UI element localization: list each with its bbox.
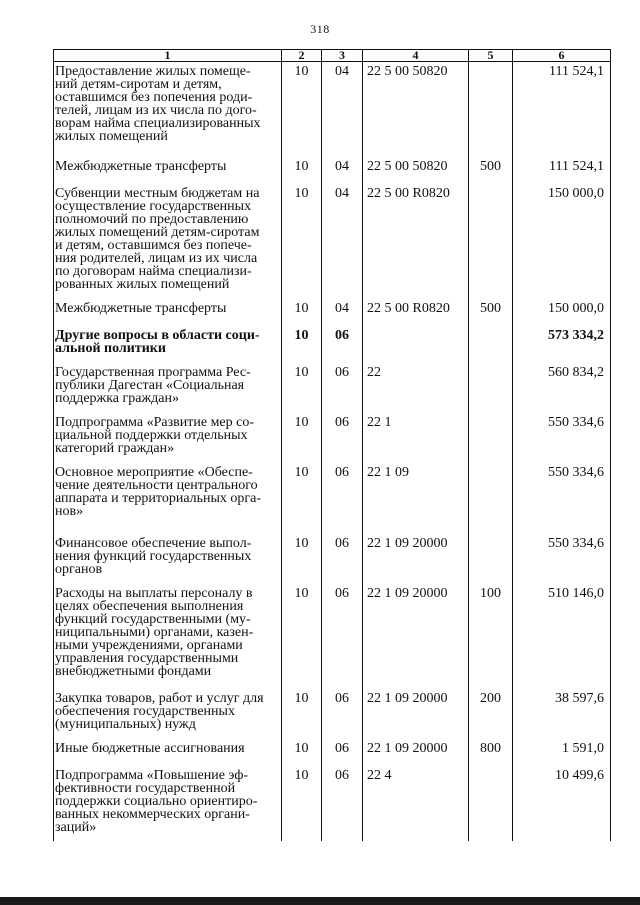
- row-subsection-cell: 06: [322, 766, 363, 841]
- row-amount-cell: 150 000,0: [513, 299, 611, 326]
- row-subsection-cell: 06: [322, 584, 363, 689]
- row-section-cell: 10: [282, 363, 322, 413]
- row-expense-type-cell: 800: [469, 739, 513, 766]
- row-section-cell: 10: [282, 413, 322, 463]
- row-name-cell: Основное мероприятие «Обеспе- чение деятельности центрального аппарата и территориальных орга- нов»: [54, 463, 282, 534]
- row-section-cell: 10: [282, 463, 322, 534]
- row-name-cell: Подпрограмма «Повышение эф- фективности государственной поддержки социально ориентиро- ванных некоммерческих органи- заций»: [54, 766, 282, 841]
- row-section-cell: 10: [282, 184, 322, 299]
- table-row: [54, 363, 611, 413]
- row-expense-type-cell: [469, 363, 513, 413]
- row-section-cell: 10: [282, 534, 322, 584]
- row-subsection-cell: 06: [322, 463, 363, 534]
- row-target-code-cell: 22 1 09: [363, 463, 469, 534]
- table-row: [54, 584, 611, 689]
- row-amount-cell: 38 597,6: [513, 689, 611, 739]
- row-name-cell: Подпрограмма «Развитие мер со- циальной поддержки отдельных категорий граждан»: [54, 413, 282, 463]
- row-name-cell: Закупка товаров, работ и услуг для обеспечения государственных (муниципальных) нужд: [54, 689, 282, 739]
- row-amount-cell: 111 524,1: [513, 157, 611, 184]
- scan-bottom-edge: [0, 897, 640, 905]
- row-subsection-cell: 06: [322, 363, 363, 413]
- table-row: [54, 299, 611, 326]
- row-target-code-cell: 22 4: [363, 766, 469, 841]
- header-col-6: 6: [513, 50, 611, 62]
- page-number: 318: [310, 22, 330, 36]
- row-subsection-cell: 04: [322, 299, 363, 326]
- row-amount-cell: 550 334,6: [513, 463, 611, 534]
- row-name-cell: Межбюджетные трансферты: [54, 299, 282, 326]
- header-col-3: 3: [322, 50, 363, 62]
- row-amount-cell: 510 146,0: [513, 584, 611, 689]
- row-expense-type-cell: [469, 62, 513, 157]
- row-section-cell: 10: [282, 766, 322, 841]
- row-amount-cell: 10 499,6: [513, 766, 611, 841]
- row-expense-type-cell: 100: [469, 584, 513, 689]
- row-section-cell: 10: [282, 584, 322, 689]
- row-section-cell: 10: [282, 157, 322, 184]
- header-col-5: 5: [469, 50, 513, 62]
- row-name-cell: Финансовое обеспечение выпол- нения функций государственных органов: [54, 534, 282, 584]
- row-target-code-cell: 22: [363, 363, 469, 413]
- row-subsection-cell: 06: [322, 534, 363, 584]
- row-name-cell: Иные бюджетные ассигнования: [54, 739, 282, 766]
- table-row: [54, 766, 611, 841]
- row-target-code-cell: 22 5 00 50820: [363, 157, 469, 184]
- row-target-code-cell: 22 5 00 50820: [363, 62, 469, 157]
- row-section-cell: 10: [282, 739, 322, 766]
- row-expense-type-cell: [469, 184, 513, 299]
- row-name-cell: Расходы на выплаты персоналу в целях обеспечения выполнения функций государственными (му- ниципальными) органами, казен- ными учреждениями, органами управления государственными внебюджетными фондами: [54, 584, 282, 689]
- row-amount-cell: 111 524,1: [513, 62, 611, 157]
- row-target-code-cell: 22 5 00 R0820: [363, 184, 469, 299]
- row-target-code-cell: 22 5 00 R0820: [363, 299, 469, 326]
- row-section-cell: 10: [282, 689, 322, 739]
- row-name-cell: Субвенции местным бюджетам на осуществление государственных полномочий по предоставлению жилых помещений детям-сиротам и детям, оставшимся без попече- ния родителей, лицам из их числа по договорам найма специализи- рованных жилых помещений: [54, 184, 282, 299]
- row-expense-type-cell: [469, 766, 513, 841]
- row-target-code-cell: 22 1 09 20000: [363, 739, 469, 766]
- row-subsection-cell: 06: [322, 413, 363, 463]
- table-row: [54, 739, 611, 766]
- table-row: [54, 184, 611, 299]
- row-section-cell: 10: [282, 62, 322, 157]
- row-subsection-cell: 06: [322, 739, 363, 766]
- row-expense-type-cell: 200: [469, 689, 513, 739]
- row-amount-cell: 150 000,0: [513, 184, 611, 299]
- header-col-2: 2: [282, 50, 322, 62]
- table-row: [54, 157, 611, 184]
- row-name-cell: Межбюджетные трансферты: [54, 157, 282, 184]
- row-name-cell: Другие вопросы в области соци- альной политики: [54, 326, 282, 363]
- row-section-cell: 10: [282, 326, 322, 363]
- row-expense-type-cell: [469, 534, 513, 584]
- row-subsection-cell: 04: [322, 62, 363, 157]
- budget-table: [53, 49, 611, 841]
- table-row: [54, 463, 611, 534]
- header-col-1: 1: [54, 50, 282, 62]
- row-target-code-cell: 22 1: [363, 413, 469, 463]
- header-col-4: 4: [363, 50, 469, 62]
- row-amount-cell: 560 834,2: [513, 363, 611, 413]
- row-amount-cell: 550 334,6: [513, 413, 611, 463]
- row-expense-type-cell: [469, 463, 513, 534]
- table-body: [54, 62, 611, 841]
- row-amount-cell: 550 334,6: [513, 534, 611, 584]
- table-row: [54, 62, 611, 157]
- row-name-cell: Предоставление жилых помеще- ний детям-сиротам и детям, оставшимся без попечения роди- телей, лицам из их числа по дого- ворам найма специализированных жилых помещений: [54, 62, 282, 157]
- table-row: [54, 326, 611, 363]
- row-expense-type-cell: 500: [469, 157, 513, 184]
- row-subsection-cell: 06: [322, 326, 363, 363]
- row-amount-cell: 1 591,0: [513, 739, 611, 766]
- row-target-code-cell: 22 1 09 20000: [363, 689, 469, 739]
- row-expense-type-cell: [469, 413, 513, 463]
- table-row: [54, 689, 611, 739]
- row-section-cell: 10: [282, 299, 322, 326]
- row-subsection-cell: 04: [322, 157, 363, 184]
- row-expense-type-cell: 500: [469, 299, 513, 326]
- row-target-code-cell: [363, 326, 469, 363]
- table-header-row: [54, 50, 611, 62]
- row-subsection-cell: 06: [322, 689, 363, 739]
- row-amount-cell: 573 334,2: [513, 326, 611, 363]
- row-name-cell: Государственная программа Рес- публики Дагестан «Социальная поддержка граждан»: [54, 363, 282, 413]
- table-row: [54, 534, 611, 584]
- row-subsection-cell: 04: [322, 184, 363, 299]
- row-target-code-cell: 22 1 09 20000: [363, 584, 469, 689]
- row-target-code-cell: 22 1 09 20000: [363, 534, 469, 584]
- row-expense-type-cell: [469, 326, 513, 363]
- table-row: [54, 413, 611, 463]
